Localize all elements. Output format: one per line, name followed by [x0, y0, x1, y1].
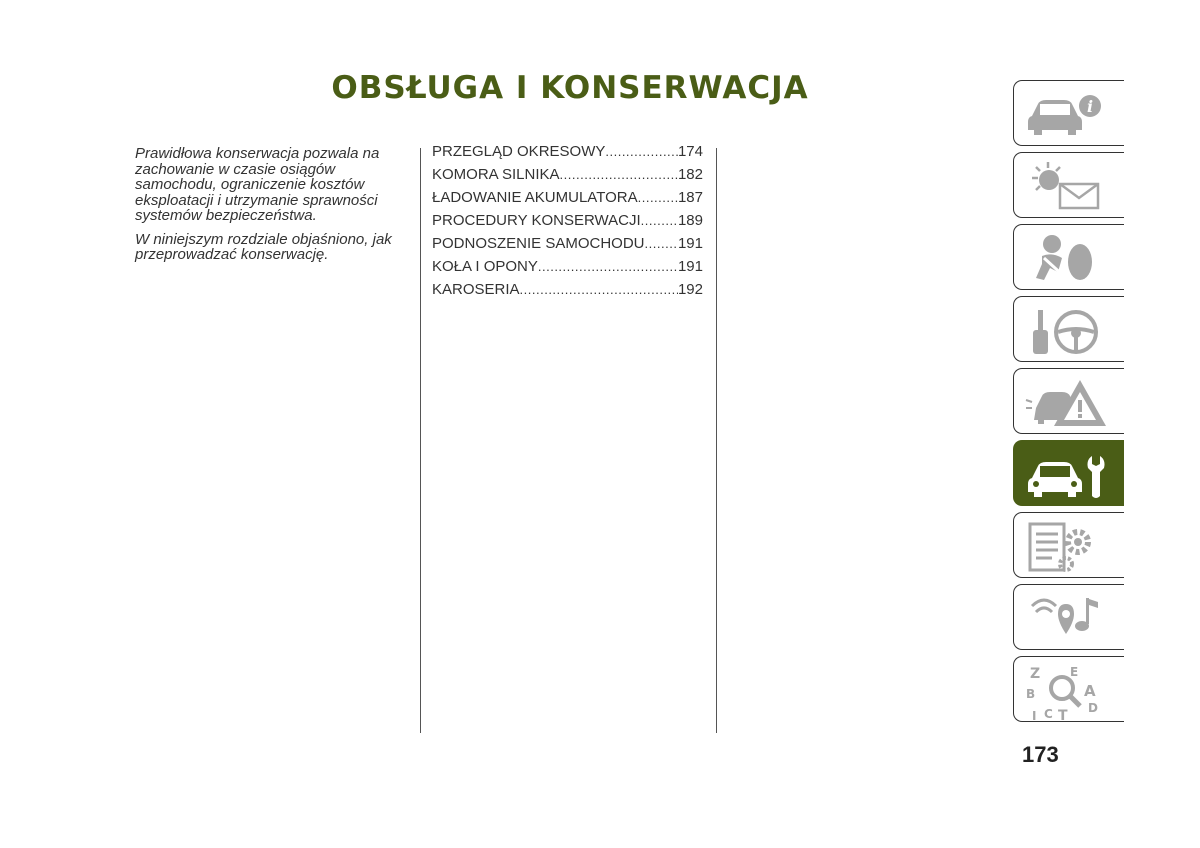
toc-item-procedury-konserwacji[interactable] [432, 212, 703, 235]
index-letter-i: I [1032, 709, 1037, 720]
toc-leader-dots [560, 167, 678, 182]
tab-maintenance-active[interactable] [1013, 440, 1124, 506]
toc-leader-dots [605, 144, 678, 159]
toc-item-karoseria[interactable] [432, 281, 703, 304]
tab-index[interactable] [1013, 656, 1124, 722]
toc-page: 191 [677, 258, 703, 275]
toc-page: 189 [677, 212, 703, 229]
emergency-warning-triangle-icon [1022, 374, 1114, 432]
key-steering-wheel-icon [1022, 302, 1114, 360]
index-letter-e: E [1070, 665, 1079, 679]
toc-label: PROCEDURY KONSERWACJI [432, 212, 641, 229]
toc-leader-dots [641, 213, 678, 228]
toc-item-przeglad[interactable] [432, 143, 703, 166]
index-letter-d: D [1088, 701, 1098, 715]
tab-technical-data[interactable] [1013, 512, 1124, 578]
toc-page: 174 [677, 143, 703, 160]
car-wrench-icon [1022, 446, 1114, 504]
multimedia-music-icon [1022, 590, 1114, 648]
toc-label: KAROSERIA [432, 281, 520, 298]
toc-leader-dots [520, 282, 678, 297]
toc-leader-dots [538, 259, 678, 274]
toc-item-ladowanie-akumulatora[interactable] [432, 189, 703, 212]
column-divider-right [716, 148, 717, 733]
index-letter-c: C [1044, 707, 1053, 720]
intro-paragraph-2: W niniejszym rozdziale objaśniono, jak przeprowadzać konserwację. [135, 230, 392, 263]
alphabetical-index-icon [1022, 662, 1114, 720]
toc-page: 191 [677, 235, 703, 252]
toc-label: PODNOSZENIE SAMOCHODU [432, 235, 645, 252]
car-info-icon [1022, 86, 1114, 144]
technical-data-gear-icon [1022, 518, 1114, 576]
page-number: 173 [1022, 742, 1059, 767]
svg-text:i: i [1086, 97, 1094, 116]
tab-multimedia[interactable] [1013, 584, 1124, 650]
index-letter-a: A [1084, 682, 1096, 700]
toc-item-komora-silnika[interactable] [432, 166, 703, 189]
toc-page: 187 [677, 189, 703, 206]
toc-leader-dots [645, 236, 678, 251]
chapter-intro [135, 146, 405, 271]
toc-item-podnoszenie-samochodu[interactable] [432, 235, 703, 258]
tab-starting-driving[interactable] [1013, 296, 1124, 362]
tab-getting-to-know-car[interactable] [1013, 80, 1124, 146]
tab-dashboard-lights[interactable] [1013, 152, 1124, 218]
lights-messages-icon [1022, 158, 1114, 216]
toc-label: PRZEGLĄD OKRESOWY [432, 143, 606, 160]
toc-page: 182 [677, 166, 703, 183]
toc-label: ŁADOWANIE AKUMULATORA [432, 189, 638, 206]
index-letter-z: Z [1030, 666, 1041, 682]
chapter-title: OBSŁUGA I KONSERWACJA [331, 70, 809, 106]
index-letter-b: B [1026, 687, 1036, 701]
toc-leader-dots [638, 190, 678, 205]
column-divider-left [420, 148, 421, 733]
toc-page: 192 [677, 281, 703, 298]
tab-safety[interactable] [1013, 224, 1124, 290]
toc-label: KOMORA SILNIKA [432, 166, 560, 183]
intro-paragraph-1: Prawidłowa konserwacja pozwala na zachowanie w czasie osiągów samochodu, ograniczenie kosztów eksploatacji i utrzymanie sprawności systemów bezpieczeństwa. [135, 145, 380, 224]
tab-emergency[interactable] [1013, 368, 1124, 434]
index-letter-t: T [1058, 708, 1068, 720]
safety-airbag-icon [1022, 230, 1114, 288]
toc-item-kola-i-opony[interactable] [432, 258, 703, 281]
table-of-contents [432, 143, 703, 304]
toc-label: KOŁA I OPONY [432, 258, 538, 275]
